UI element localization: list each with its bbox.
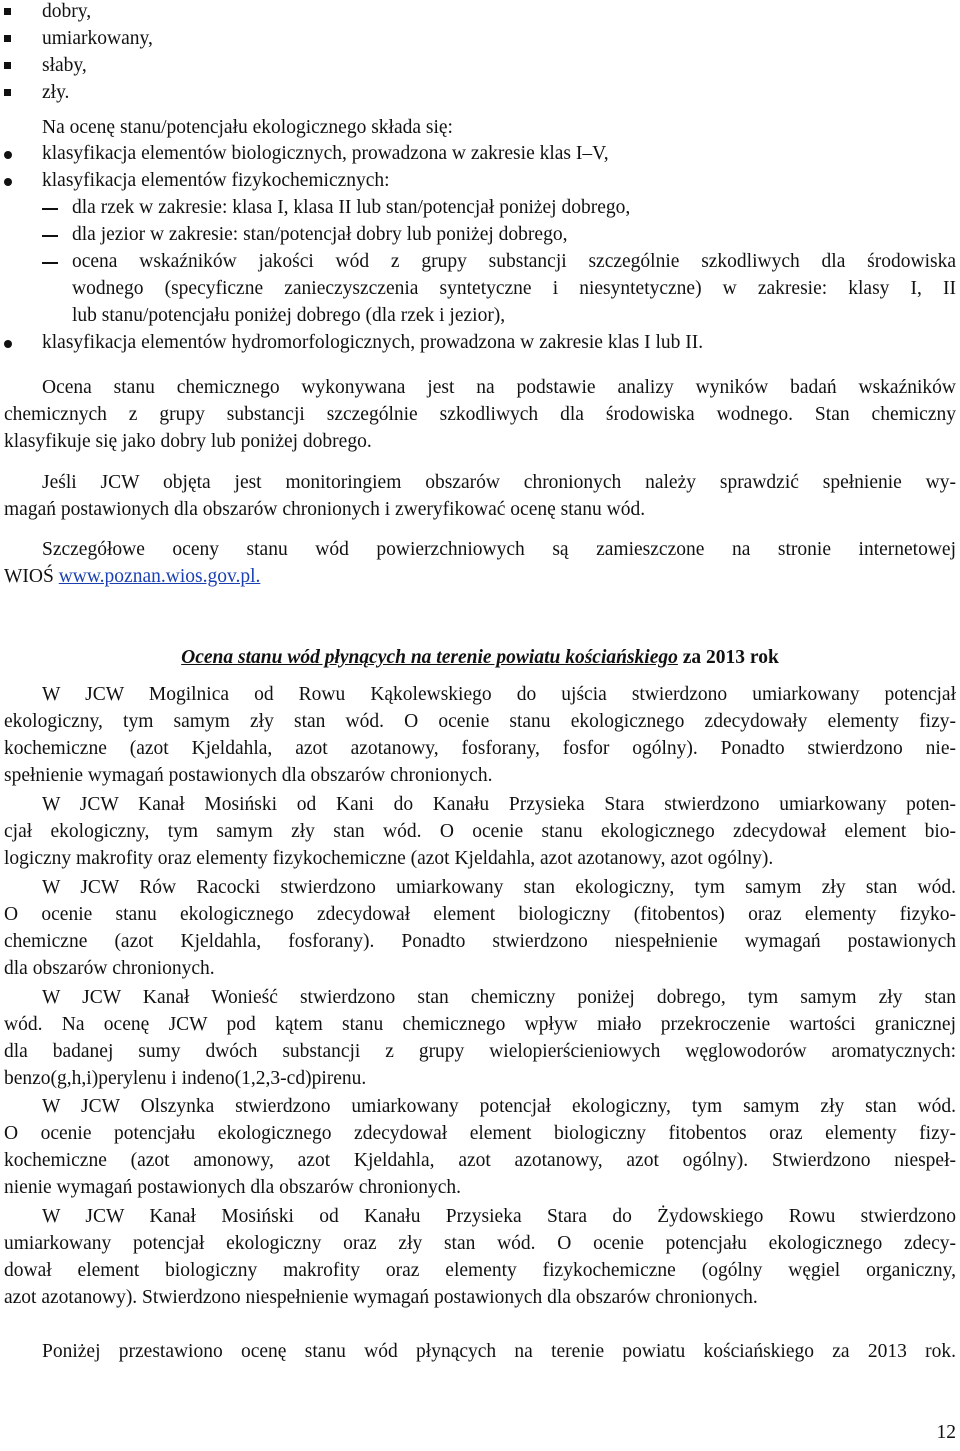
bullet-biological: klasyfikacja elementów biologicznych, prowadzona w zakresie klas I–V,	[42, 143, 609, 164]
class-list-item: umiarkowany,	[42, 28, 153, 49]
result-line: chemiczne (azot Kjeldahla, fosforany). Ponadto stwierdzono niespełnienie wymagań postawionych	[4, 931, 956, 952]
sub-item-indicators-line: lub stanu/potencjału poniżej dobrego (dla rzek i jezior),	[72, 305, 506, 326]
wios-website-link[interactable]: www.poznan.wios.gov.pl.	[58, 566, 261, 587]
result-line: W JCW Kanał Wonieść stwierdzono stan chemiczny poniżej dobrego, tym samym zły stan	[42, 987, 956, 1008]
sub-item-indicators-line: ocena wskaźników jakości wód z grupy substancji szczególnie szkodliwych dla środowiska	[72, 251, 956, 272]
result-line: dla badanej sumy dwóch substancji z grupy wielopierścieniowych węglowodorów aromatycznych:	[4, 1041, 956, 1062]
result-line: ekologiczny, tym samym zły stan wód. O ocenie stanu ekologicznego zdecydowały elementy fizy-	[4, 711, 956, 732]
square-bullet-icon	[4, 8, 11, 15]
dash-bullet-icon	[42, 262, 58, 264]
class-list-item: zły.	[42, 82, 70, 103]
square-bullet-icon	[4, 62, 11, 69]
paragraph-jcw-line: Jeśli JCW objęta jest monitoringiem obszarów chronionych należy sprawdzić spełnienie wy-	[42, 472, 956, 493]
result-line: kochemiczne (azot Kjeldahla, azot azotanowy, fosforany, fosfor ogólny). Ponadto stwierdzono nie-	[4, 738, 956, 759]
class-list-item: słaby,	[42, 55, 87, 76]
result-line: W JCW Rów Racocki stwierdzono umiarkowany stan ekologiczny, tym samym zły stan wód.	[42, 877, 956, 898]
result-line: W JCW Mogilnica od Rowu Kąkolewskiego do ujścia stwierdzono umiarkowany potencjał	[42, 684, 956, 705]
paragraph-chemical-line: chemicznych z grupy substancji szczególnie szkodliwych dla środowiska wodnego. Stan chemiczny	[4, 404, 956, 425]
round-bullet-icon	[4, 340, 12, 348]
paragraph-details-line: Szczegółowe oceny stanu wód powierzchniowych są zamieszczone na stronie internetowej	[42, 539, 956, 560]
paragraph-jcw-line: magań postawionych dla obszarów chronionych i zweryfikować ocenę stanu wód.	[4, 499, 646, 520]
sub-item-lakes: dla jezior w zakresie: stan/potencjał dobry lub poniżej dobrego,	[72, 224, 568, 245]
result-line: W JCW Kanał Mosiński od Kanału Przysieka Stara do Żydowskiego Rowu stwierdzono	[42, 1206, 956, 1227]
result-line: wód. Na ocenę JCW pod kątem stanu chemicznego wpływ miało przekroczenie wartości granicznej	[4, 1014, 956, 1035]
paragraph-details-line	[4, 564, 260, 590]
dash-bullet-icon	[42, 235, 58, 237]
result-line: dował element biologiczny makrofity oraz elementy fizykochemiczne (ogólny węgiel organiczny,	[4, 1260, 956, 1281]
sub-item-rivers: dla rzek w zakresie: klasa I, klasa II lub stan/potencjał poniżej dobrego,	[72, 197, 631, 218]
paragraph-details-prefix: WIOŚ	[4, 566, 59, 587]
result-line: W JCW Kanał Mosiński od Kani do Kanału Przysieka Stara stwierdzono umiarkowany poten-	[42, 794, 956, 815]
sub-item-indicators-line: wodnego (specyficzne zanieczyszczenia syntetyczne i niesyntetyczne) w zakresie: klasy I, II	[72, 278, 956, 299]
result-line: logiczny makrofity oraz elementy fizykochemiczne (azot Kjeldahla, azot azotanowy, azot ogólny).	[4, 848, 774, 869]
result-line: O ocenie potencjału ekologicznego zdecydował element biologiczny fitobentos oraz elementy fizy-	[4, 1123, 956, 1144]
result-line: W JCW Olszynka stwierdzono umiarkowany potencjał ekologiczny, tym samym zły stan wód.	[42, 1096, 956, 1117]
paragraph-chemical-line: Ocena stanu chemicznego wykonywana jest na podstawie analizy wyników badań wskaźników	[42, 377, 956, 398]
section-heading-year: za 2013 rok	[677, 647, 779, 668]
page-number: 12	[936, 1422, 956, 1443]
result-line: azot azotanowy). Stwierdzono niespełnienie wymagań postawionych dla obszarów chronionych.	[4, 1287, 758, 1308]
dash-bullet-icon	[42, 208, 58, 210]
section-heading-main: Ocena stanu wód płynących na terenie powiatu kościańskiego	[181, 647, 678, 668]
result-line: nienie wymagań postawionych dla obszarów chronionych.	[4, 1177, 462, 1198]
intro-text: Na ocenę stanu/potencjału ekologicznego składa się:	[42, 117, 453, 138]
round-bullet-icon	[4, 178, 12, 186]
bullet-physicochemical: klasyfikacja elementów fizykochemicznych:	[42, 170, 390, 191]
result-line: benzo(g,h,i)perylenu i indeno(1,2,3-cd)pirenu.	[4, 1068, 367, 1089]
result-line: cjał ekologiczny, tym samym zły stan wód. O ocenie stanu ekologicznego zdecydował element bio-	[4, 821, 956, 842]
paragraph-chemical-line: klasyfikuje się jako dobry lub poniżej dobrego.	[4, 431, 372, 452]
result-line: spełnienie wymagań postawionych dla obszarów chronionych.	[4, 765, 493, 786]
result-line: kochemiczne (azot amonowy, azot Kjeldahla, azot azotanowy, azot ogólny). Stwierdzono niespeł-	[4, 1150, 956, 1171]
square-bullet-icon	[4, 89, 11, 96]
result-line: dla obszarów chronionych.	[4, 958, 215, 979]
bullet-hydromorphological: klasyfikacja elementów hydromorfologicznych, prowadzona w zakresie klas I lub II.	[42, 332, 704, 353]
round-bullet-icon	[4, 151, 12, 159]
result-line: O ocenie stanu ekologicznego zdecydował element biologiczny (fitobentos) oraz elementy fizyko-	[4, 904, 956, 925]
class-list-item: dobry,	[42, 1, 92, 22]
section-heading	[4, 645, 956, 671]
square-bullet-icon	[4, 35, 11, 42]
result-line: umiarkowany potencjał ekologiczny oraz zły stan wód. O ocenie potencjału ekologicznego zdecy-	[4, 1233, 956, 1254]
closing-sentence: Poniżej przestawiono ocenę stanu wód płynących na terenie powiatu kościańskiego za 2013 rok.	[42, 1341, 956, 1362]
